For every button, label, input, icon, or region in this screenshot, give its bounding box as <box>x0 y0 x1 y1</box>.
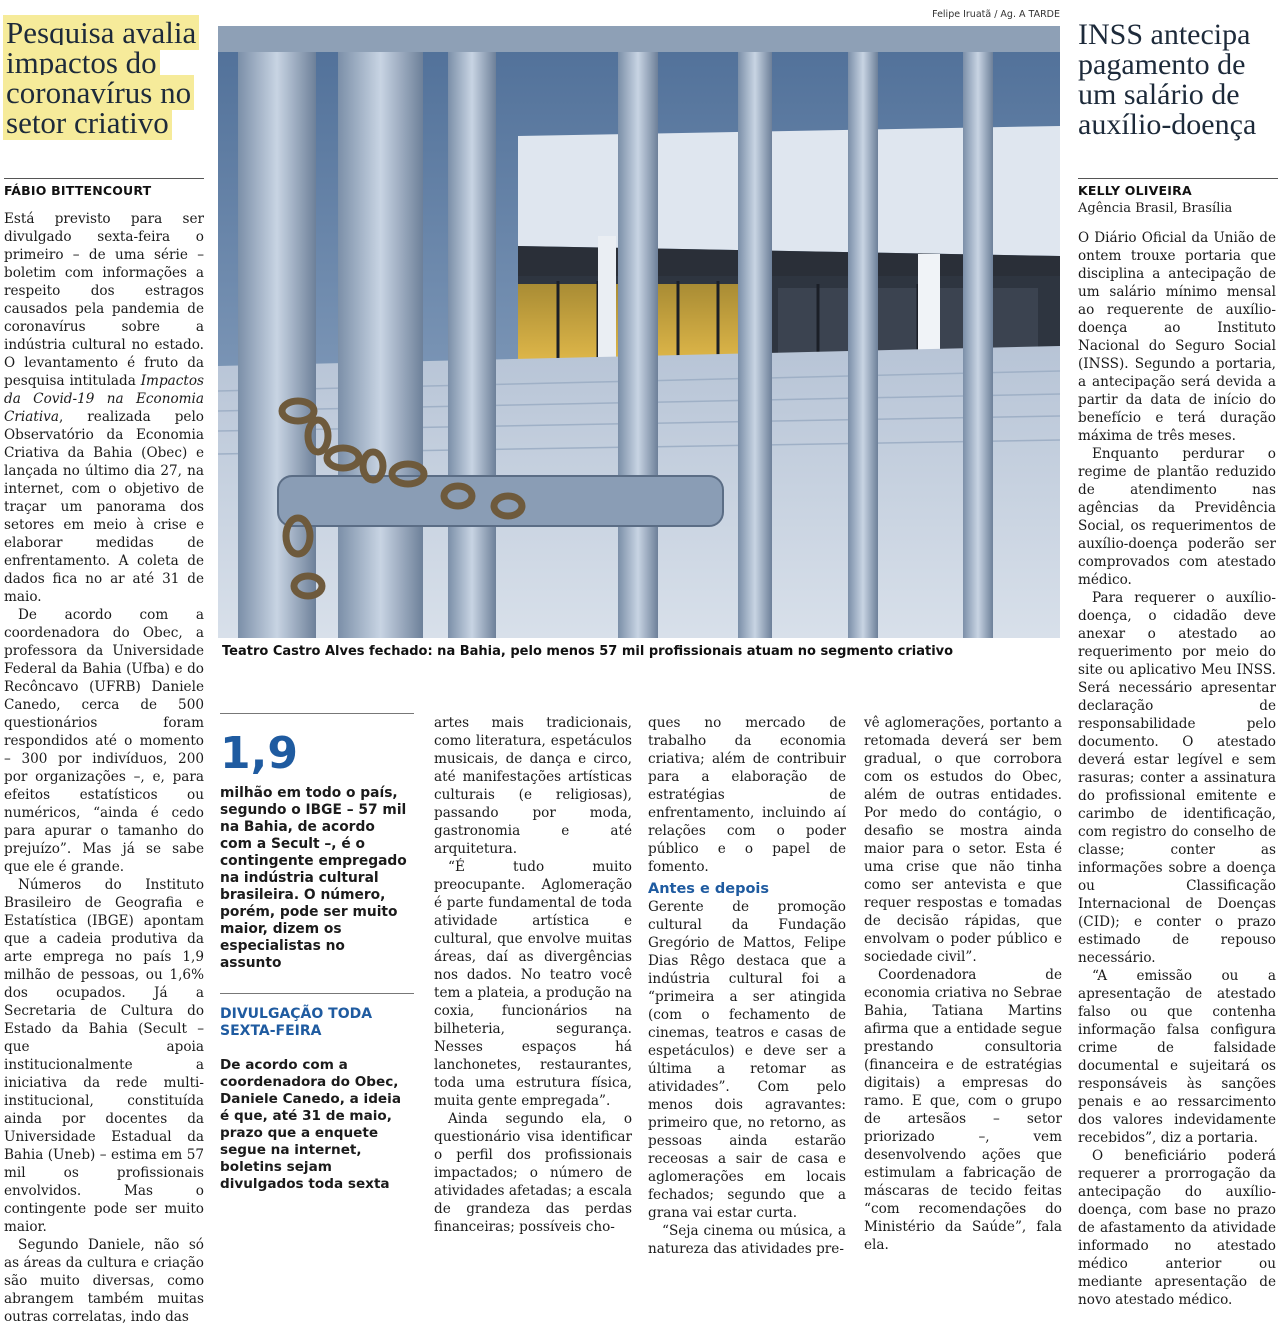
left-byline-rule <box>4 178 204 179</box>
paragraph: “A emissão ou a apresentação de atestado falso ou que contenha informação falsa configura crime de falsidade documental e sujeitará os responsáveis às sanções penais e ao ressarcimento dos valores indevidamente recebidos”, diz a portaria. <box>1078 968 1276 1146</box>
big-number: 1,9 <box>220 728 298 779</box>
paragraph: Enquanto perdurar o regime de plantão reduzido de atendimento nas agências da Previdência Social, os requerimentos de auxílio-doença poderão ser comprovados com atestado médico. <box>1078 446 1276 588</box>
paragraph: ques no mercado de trabalho da economia criativa; além de contribuir para a elaboração de estratégias de enfrentamento, incluindo aí relações com o poder público e o papel de fomento. <box>648 715 846 875</box>
paragraph: Ainda segundo ela, o questionário visa identificar o perfil dos profissionais impactados; o número de atividades afetadas; a escala de grandeza das perdas financeiras; possíveis cho- <box>434 1111 632 1235</box>
subhead-antes-e-depois: Antes e depois <box>648 881 770 897</box>
paragraph: De acordo com a coordenadora do Obec, a professora da Universidade Federal da Bahia (Ufba) e do Recôncavo (UFRB) Daniele Canedo, cerca de 500 questionários foram respondidos até o momento – 300 por indivíduos, 200 por organizações –, e, para efeitos estatísticos ou numéricos, “ainda é cedo para apurar o tamanho do prejuízo”. Mas já se sabe que ele é grande. <box>4 607 204 875</box>
paragraph: Para requerer o auxílio-doença, o cidadão deve anexar o atestado ao requerimento por meio do site ou aplicativo Meu INSS. Será necessário apresentar declaração de responsabilidade pelo documento. O atestado deverá estar legível e sem rasuras; conter a assinatura do profissional emitente e carimbo de identificação, com registro do conselho de classe; conter as informações sobre a doença ou Classificação Internacional de Doenças (CID); e conter o prazo estimado de repouso necessário. <box>1078 590 1276 966</box>
paragraph: Segundo Daniele, não só as áreas da cultura e criação são muito diversas, como abrangem também muitas outras correlatas, indo das <box>4 1237 204 1325</box>
paragraph: O Diário Oficial da União de ontem trouxe portaria que disciplina a antecipação de um salário mínimo mensal ao requerente de auxílio-doença ao Instituto Nacional do Seguro Social (INSS). Segundo a portaria, a antecipação será devida a partir da data de início do benefício e terá duração máxima de três meses. <box>1078 230 1276 444</box>
paragraph: artes mais tradicionais, como literatura, espetáculos musicais, de dança e circo, até manifestações artísticas culturais (e religiosas), passando por moda, gastronomia e até arquitetura. <box>434 715 632 857</box>
right-article-body <box>1078 229 1276 1308</box>
photo-credit: Felipe Iruatã / Ag. A TARDE <box>932 9 1060 20</box>
paragraph: “É tudo muito preocupante. Aglomeração é parte fundamental de toda atividade artística e cultural, que envolve muitas áreas, daí as divergências nos dados. No teatro você tem a plateia, a produção na coxia, funcionários na bilheteria, segurança. Nesses espaços há lanchonetes, restaurantes, toda uma estrutura física, muita gente empregada”. <box>434 859 632 1109</box>
right-byline-agency: Agência Brasil, Brasília <box>1078 201 1233 216</box>
left-headline <box>3 15 197 140</box>
paragraph: Gerente de promoção cultural da Fundação Gregório de Mattos, Felipe Dias Rêgo destaca que a indústria cultural foi a “primeira a ser atingida (com o fechamento de cinemas, teatros e casas de espetáculos) e deve ser a última a retomar as atividades”. Com pelo menos dois agravantes: primeiro que, no retorno, as pessoas ainda estarão receosas a sair de casa e aglomerações em locais fechados; segundo que a grana vai estar curta. <box>648 899 846 1221</box>
paragraph: vê aglomerações, portanto a retomada deverá ser bem gradual, o que corrobora com os estudos do Obec, além de outras entidades. Por medo do contágio, o desafio se mostra ainda maior para o setor. Esta é uma crise que não tinha como ser antevista e que requer respostas e tomadas de decisão rápidas, que envolvam o poder público e sociedade civil”. <box>864 715 1062 965</box>
left-byline: FÁBIO BITTENCOURT <box>4 183 152 198</box>
right-headline: INSS antecipa pagamento de um salário de auxílio-doença <box>1078 18 1257 141</box>
right-byline-rule <box>1078 178 1278 179</box>
paragraph: Está previsto para ser divulgado sexta-feira o primeiro – de uma série – boletim com informações a respeito dos estragos causados pela pandemia de coronavírus sobre a indústria cultural no estado. O levantamento é fruto da pesquisa intitulada Impactos da Covid-19 na Economia Criativa, realizada pelo Observatório da Economia Criativa da Bahia (Obec) e lançada no último dia 27, na internet, com o objetivo de traçar um panorama dos setores em meio à crise e elaborar medidas de enfrentamento. A coleta de dados fica no ar até 31 de maio. <box>4 211 204 605</box>
left-headline-text: Pesquisa avalia impactos do coronavírus no setor criativo <box>3 15 199 140</box>
right-byline: KELLY OLIVEIRA <box>1078 183 1192 198</box>
photo-caption: Teatro Castro Alves fechado: na Bahia, pelo menos 57 mil profissionais atuam no segmento criativo <box>222 644 954 659</box>
left-article-column-4 <box>648 714 846 1257</box>
paragraph: “Seja cinema ou música, a natureza das atividades pre- <box>648 1223 846 1257</box>
box-top-rule <box>220 713 414 714</box>
paragraph: Coordenadora de economia criativa no Sebrae Bahia, Tatiana Martins afirma que a entidade segue prestando consultoria (financeira e de estratégias digitais) a empresas do ramo. E que, com o grupo de artesãos – setor priorizado –, vem desenvolvendo ações que estimulam a fabricação de máscaras de tecido feitas “com recomendações do Ministério da Saúde”, fala ela. <box>864 967 1062 1253</box>
side-text: De acordo com a coordenadora do Obec, Daniele Canedo, a ideia é que, até 31 de maio, prazo que a enquete segue na internet, boletins sejam divulgados toda sexta <box>220 1057 401 1192</box>
paragraph: Números do Instituto Brasileiro de Geografia e Estatística (IBGE) apontam que a cadeia produtiva da arte emprega no país 1,9 milhão de pessoas, ou 1,6% dos ocupados. Já a Secretaria de Cultura do Estado da Bahia (Secult – que apoia institucionalmente a iniciativa da rede multi-institucional, constituída ainda por docentes da Universidade Estadual da Bahia (Uneb) – estima em 57 mil os profissionais envolvidos. Mas o contingente pode ser muito maior. <box>4 877 204 1235</box>
box-middle-rule <box>220 993 414 994</box>
left-article-column-1 <box>4 210 204 1325</box>
left-article-column-3 <box>434 714 632 1235</box>
paragraph: O beneficiário poderá requerer a prorrogação da antecipação do auxílio-doença, com base no prazo de afastamento da atividade informado no atestado médico anterior ou mediante apresentação de novo atestado médico. <box>1078 1148 1276 1308</box>
big-number-text: milhão em todo o país, segundo o IBGE – 57 mil na Bahia, de acordo com a Secult –, é o contingente empregado na indústria cultural brasileira. O número, porém, pode ser muito maior, dizem os especialistas no assunto <box>220 785 407 971</box>
theater-photo <box>218 26 1060 638</box>
side-headline: DIVULGAÇÃO TODA SEXTA-FEIRA <box>220 1006 373 1039</box>
left-article-column-5 <box>864 714 1062 1253</box>
